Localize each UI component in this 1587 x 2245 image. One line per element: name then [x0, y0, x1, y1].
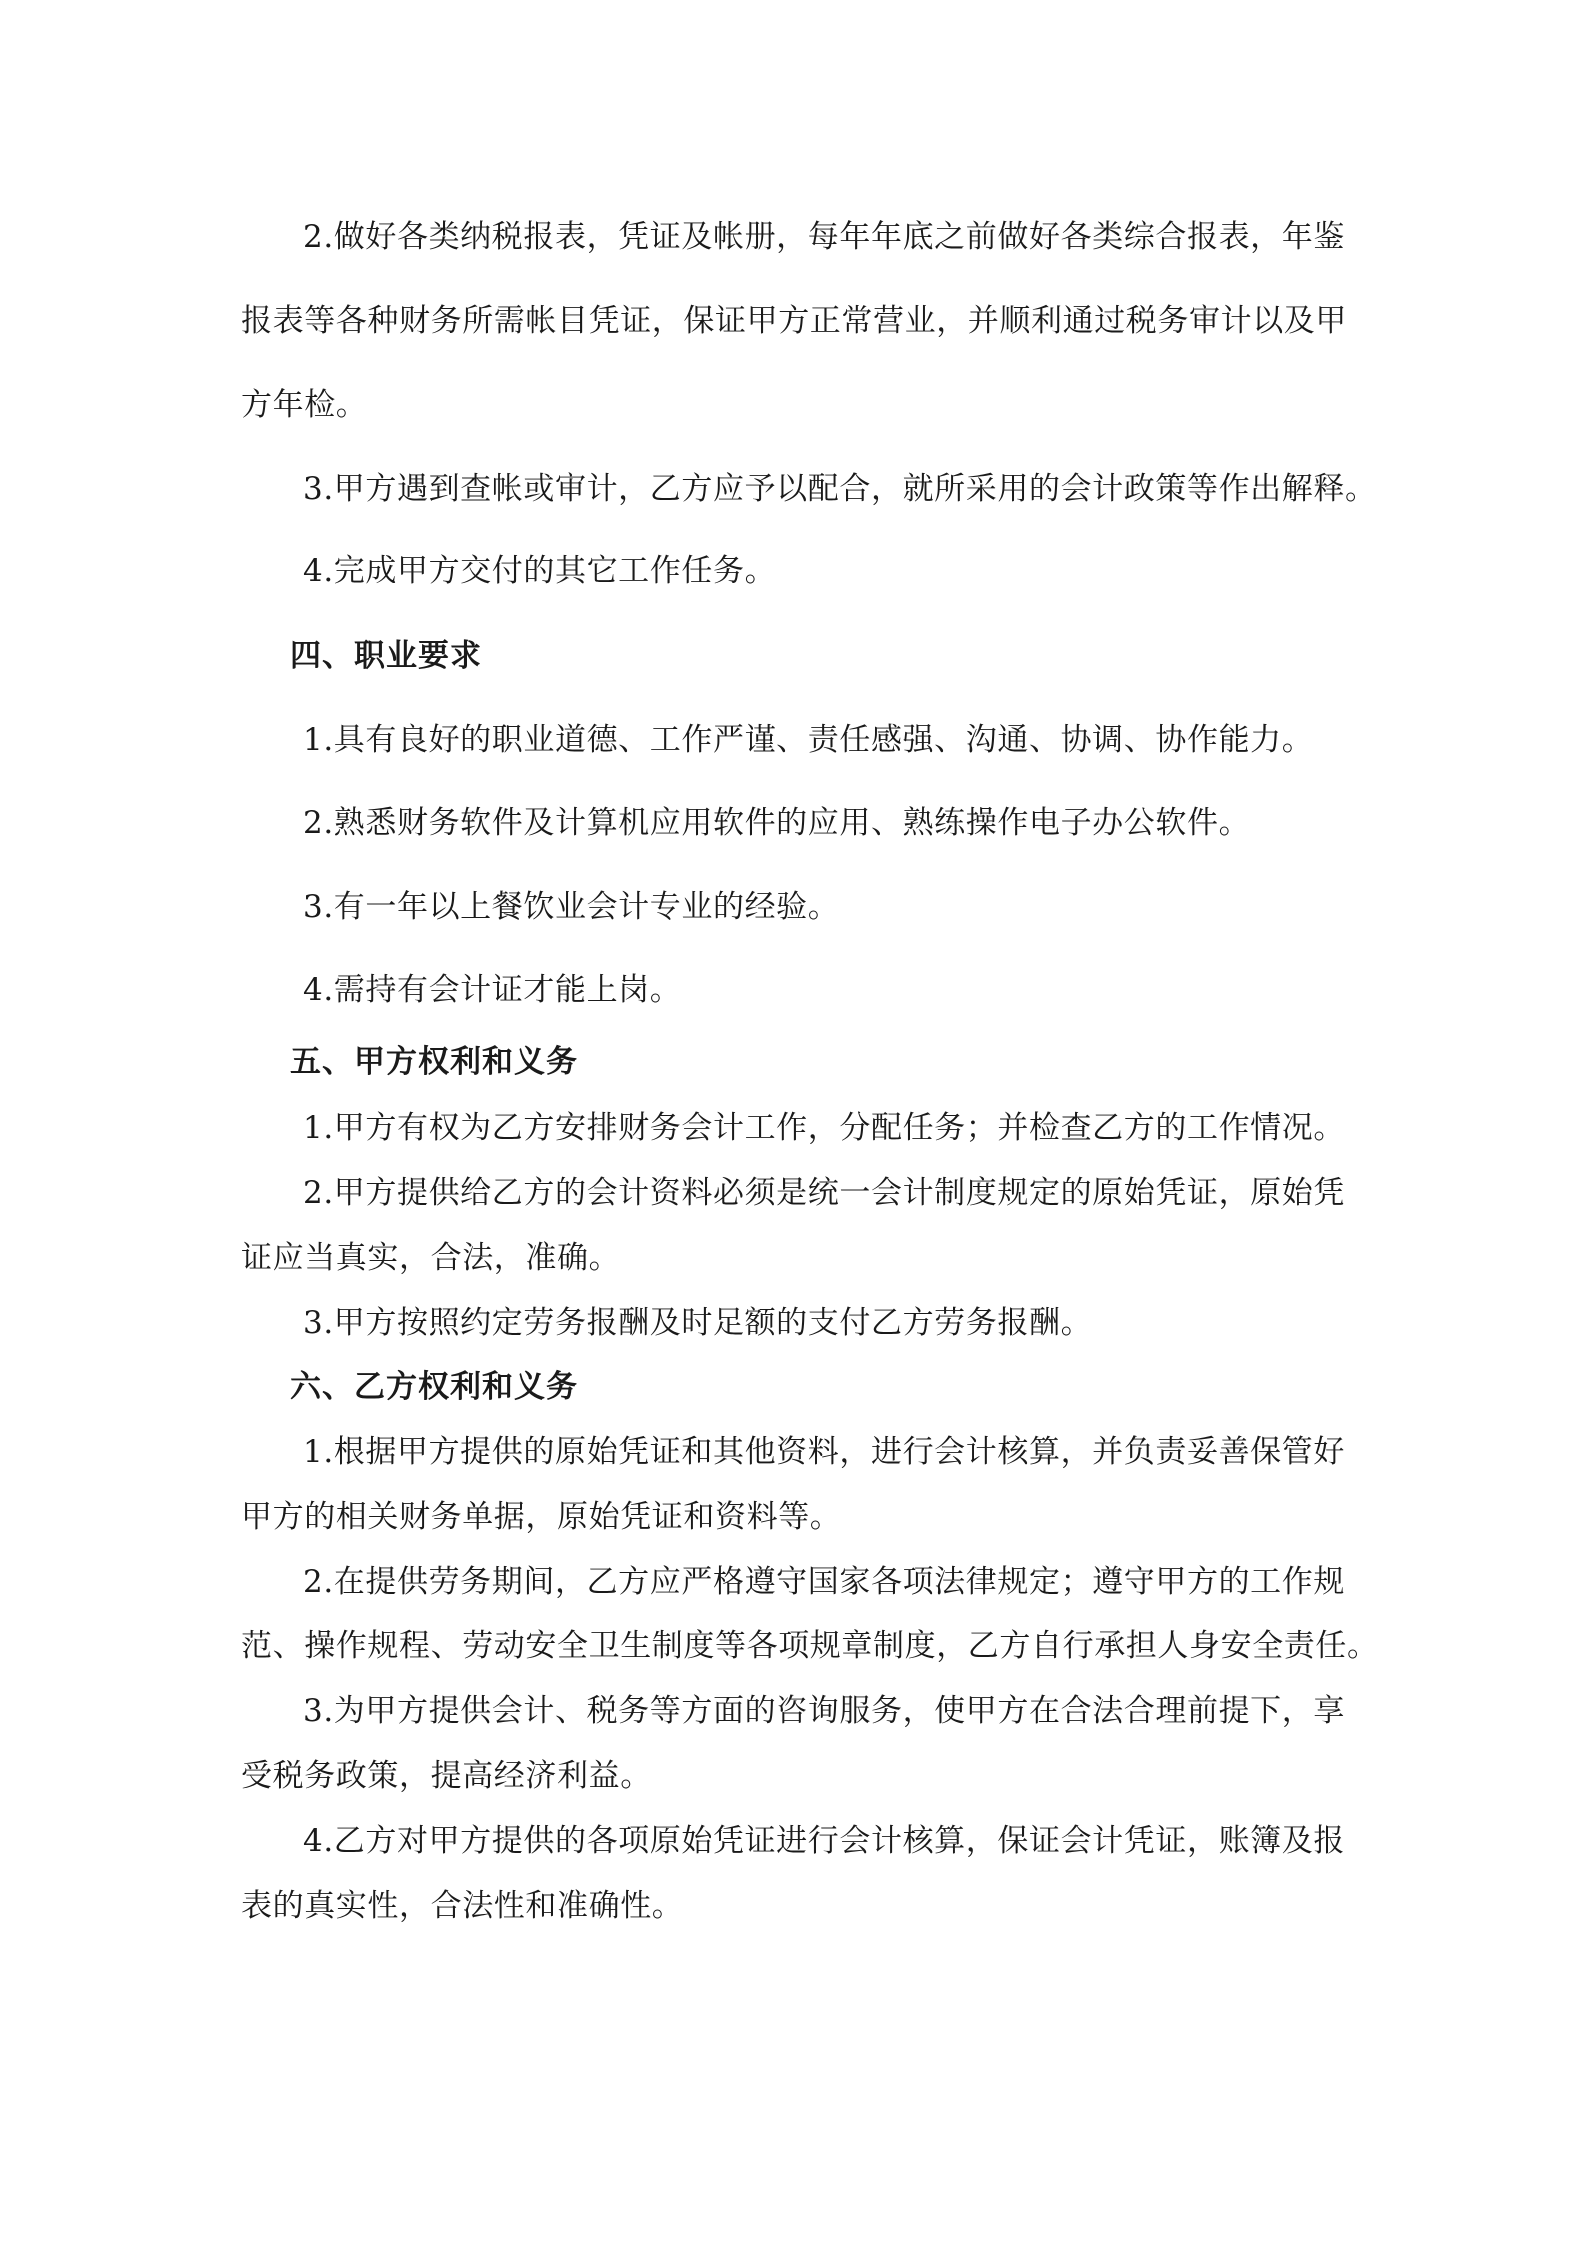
section5-item2-line2: 证应当真实，合法，准确。	[241, 1240, 621, 1276]
section5-item3: 3.甲方按照约定劳务报酬及时足额的支付乙方劳务报酬。	[303, 1305, 1093, 1341]
section5-heading: 五、甲方权利和义务	[290, 1044, 578, 1080]
section3-item4: 4.完成甲方交付的其它工作任务。	[303, 553, 777, 589]
section3-item2-line2: 报表等各种财务所需帐目凭证，保证甲方正常营业，并顺利通过税务审计以及甲	[241, 303, 1347, 339]
section4-heading: 四、职业要求	[290, 638, 482, 674]
section6-item3-line2: 受税务政策，提高经济利益。	[241, 1758, 652, 1794]
section4-item4: 4.需持有会计证才能上岗。	[303, 972, 682, 1008]
section6-item4-line2: 表的真实性，合法性和准确性。	[241, 1888, 684, 1924]
section6-item4-line1: 4.乙方对甲方提供的各项原始凭证进行会计核算，保证会计凭证，账簿及报	[303, 1823, 1345, 1859]
section6-item3-line1: 3.为甲方提供会计、税务等方面的咨询服务，使甲方在合法合理前提下，享	[303, 1693, 1345, 1729]
section4-item1: 1.具有良好的职业道德、工作严谨、责任感强、沟通、协调、协作能力。	[303, 722, 1314, 758]
section5-item2-line1: 2.甲方提供给乙方的会计资料必须是统一会计制度规定的原始凭证，原始凭	[303, 1175, 1345, 1211]
section6-item1-line1: 1.根据甲方提供的原始凭证和其他资料，进行会计核算，并负责妥善保管好	[303, 1434, 1345, 1470]
section6-item2-line2: 范、操作规程、劳动安全卫生制度等各项规章制度，乙方自行承担人身安全责任。	[241, 1628, 1379, 1664]
section4-item3: 3.有一年以上餐饮业会计专业的经验。	[303, 889, 840, 925]
section6-item2-line1: 2.在提供劳务期间，乙方应严格遵守国家各项法律规定；遵守甲方的工作规	[303, 1564, 1345, 1600]
section3-item2-line3: 方年检。	[241, 387, 368, 423]
section6-heading: 六、乙方权利和义务	[290, 1369, 578, 1405]
section3-item2-line1: 2.做好各类纳税报表，凭证及帐册，每年年底之前做好各类综合报表，年鉴	[303, 219, 1345, 255]
section6-item1-line2: 甲方的相关财务单据，原始凭证和资料等。	[241, 1499, 842, 1535]
section3-item3: 3.甲方遇到查帐或审计，乙方应予以配合，就所采用的会计政策等作出解释。	[303, 471, 1377, 507]
section4-item2: 2.熟悉财务软件及计算机应用软件的应用、熟练操作电子办公软件。	[303, 805, 1251, 841]
section5-item1: 1.甲方有权为乙方安排财务会计工作，分配任务；并检查乙方的工作情况。	[303, 1110, 1345, 1146]
